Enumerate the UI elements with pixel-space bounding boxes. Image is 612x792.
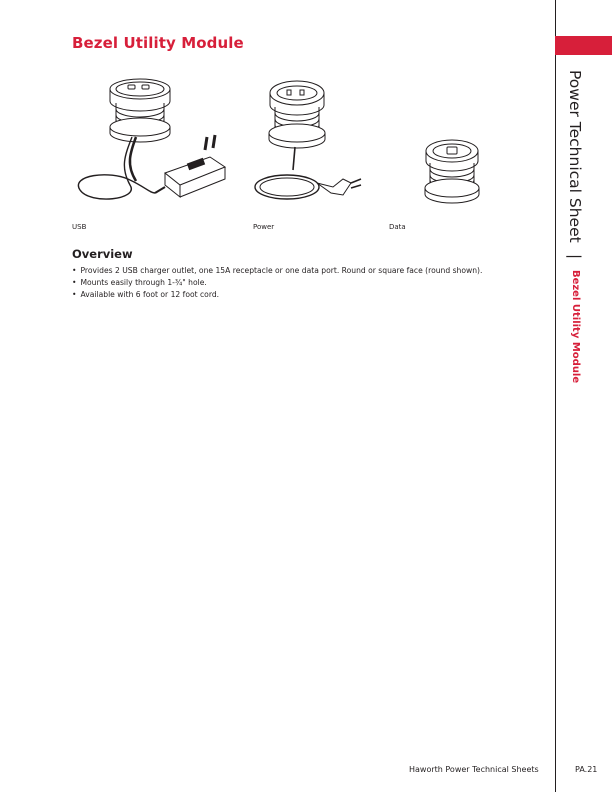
sidebar-subtitle: Bezel Utility Module — [570, 269, 581, 384]
data-caption: Data — [389, 223, 406, 231]
sidebar-main-title: Power Technical Sheet — [566, 70, 584, 243]
overview-heading: Overview — [72, 247, 133, 261]
list-item: • Available with 6 foot or 12 foot cord. — [72, 289, 482, 301]
usb-module-with-adapter-icon — [70, 75, 235, 210]
power-caption: Power — [253, 223, 275, 231]
usb-module-illustration — [70, 75, 235, 210]
sidebar-title — [566, 70, 585, 383]
power-module-with-cord-icon — [245, 75, 375, 210]
power-module-illustration — [245, 75, 375, 210]
sidebar-accent-tab — [555, 36, 612, 55]
usb-caption: USB — [72, 223, 87, 231]
page-number: PA.21 — [575, 765, 598, 774]
overview-list — [72, 265, 482, 301]
data-module-icon — [418, 133, 488, 213]
data-module-illustration — [418, 133, 488, 213]
footer-text: Haworth Power Technical Sheets — [409, 765, 539, 774]
page-title: Bezel Utility Module — [72, 34, 244, 52]
list-item: • Mounts easily through 1-¾" hole. — [72, 277, 482, 289]
list-item: • Provides 2 USB charger outlet, one 15A receptacle or one data port. Round or square face (round shown). — [72, 265, 482, 277]
sidebar-divider — [555, 0, 556, 792]
sidebar-separator: | — [566, 253, 584, 259]
